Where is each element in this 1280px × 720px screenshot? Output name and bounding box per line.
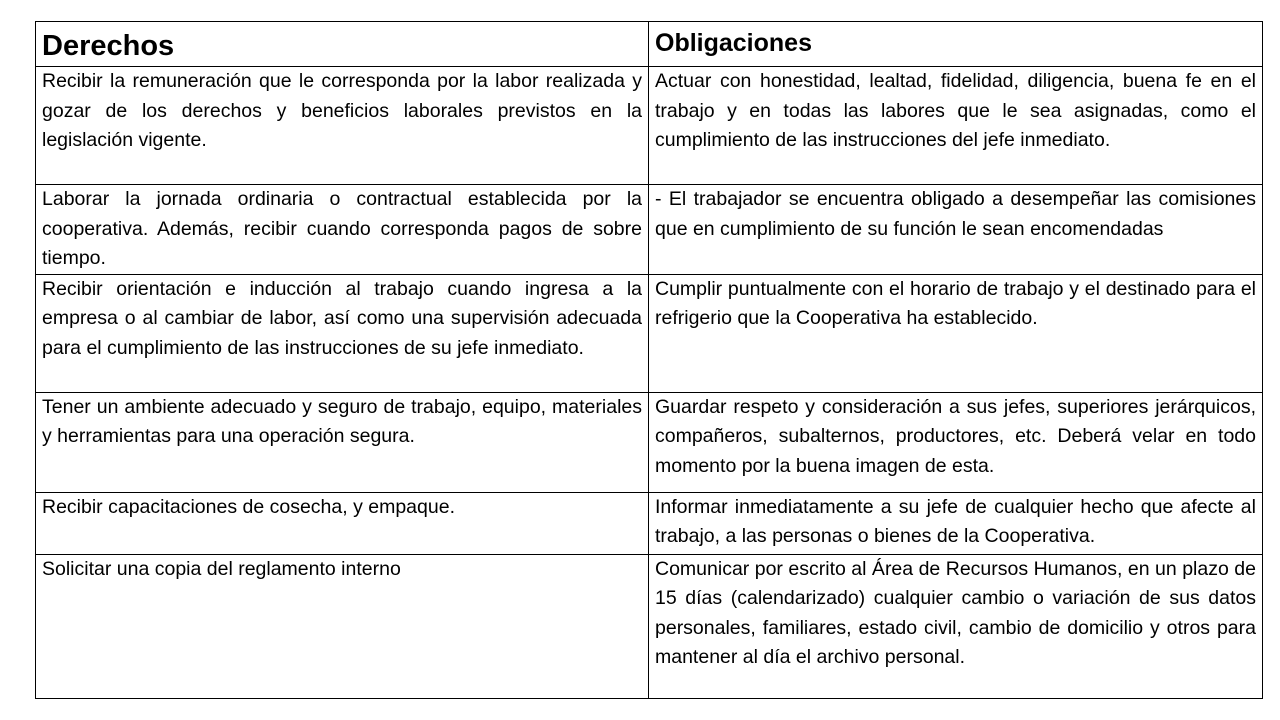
obligation-cell: [649, 554, 1263, 698]
table-row: [36, 185, 1263, 275]
table-row: [36, 274, 1263, 392]
right-text: Recibir la remuneración que le corresponda por la labor realizada y gozar de los derechos y beneficios laborales previstos en la legislación vigente.: [42, 70, 642, 151]
right-text: Recibir orientación e inducción al trabajo cuando ingresa a la empresa o al cambiar de labor, así como una supervisión adecuada para el cumplimiento de las instrucciones de su jefe inmediato.: [42, 277, 642, 359]
right-cell: [36, 492, 649, 554]
right-cell: [36, 274, 649, 392]
table-row: [36, 492, 1263, 554]
right-cell: [36, 67, 649, 185]
obligation-cell: [649, 492, 1263, 554]
rights-obligations-table: [35, 21, 1263, 699]
obligation-text: Comunicar por escrito al Área de Recursos Humanos, en un plazo de 15 días (calendarizado) cualquier cambio o variación de sus datos personales, familiares, estado civil, cambio de domicilio y otros para mantener al día el archivo personal.: [655, 557, 1256, 668]
obligation-text: Actuar con honestidad, lealtad, fidelidad, diligencia, buena fe en el trabajo y en todas las labores que le sea asignadas, como el cumplimiento de las instrucciones del jefe inmediato.: [655, 70, 1256, 151]
table-row: [36, 392, 1263, 492]
right-cell: [36, 185, 649, 275]
right-text: Recibir capacitaciones de cosecha, y empaque.: [42, 495, 455, 518]
obligation-cell: [649, 185, 1263, 275]
right-text: Solicitar una copia del reglamento interno: [42, 557, 401, 580]
table-header-row: [36, 22, 1263, 67]
obligation-cell: [649, 392, 1263, 492]
obligation-text: Cumplir puntualmente con el horario de trabajo y el destinado para el refrigerio que la Cooperativa ha establecido.: [655, 277, 1256, 329]
obligation-cell: [649, 274, 1263, 392]
obligation-cell: [649, 67, 1263, 185]
obligation-text: Guardar respeto y consideración a sus jefes, superiores jerárquicos, compañeros, subalternos, productores, etc. Deberá velar en todo momento por la buena imagen de esta.: [655, 395, 1256, 477]
obligation-text: Informar inmediatamente a su jefe de cualquier hecho que afecte al trabajo, a las personas o bienes de la Cooperativa.: [655, 495, 1256, 547]
right-cell: [36, 392, 649, 492]
header-rights: Derechos: [36, 22, 649, 67]
header-obligations: Obligaciones: [649, 22, 1263, 67]
table-row: [36, 67, 1263, 185]
table-row: [36, 554, 1263, 698]
obligation-text: - El trabajador se encuentra obligado a desempeñar las comisiones que en cumplimiento de su función le sean encomendadas: [655, 188, 1256, 240]
right-text: Tener un ambiente adecuado y seguro de trabajo, equipo, materiales y herramientas para una operación segura.: [42, 395, 642, 447]
right-text: Laborar la jornada ordinaria o contractual establecida por la cooperativa. Además, recibir cuando corresponda pagos de sobre tiempo.: [42, 188, 642, 269]
right-cell: [36, 554, 649, 698]
